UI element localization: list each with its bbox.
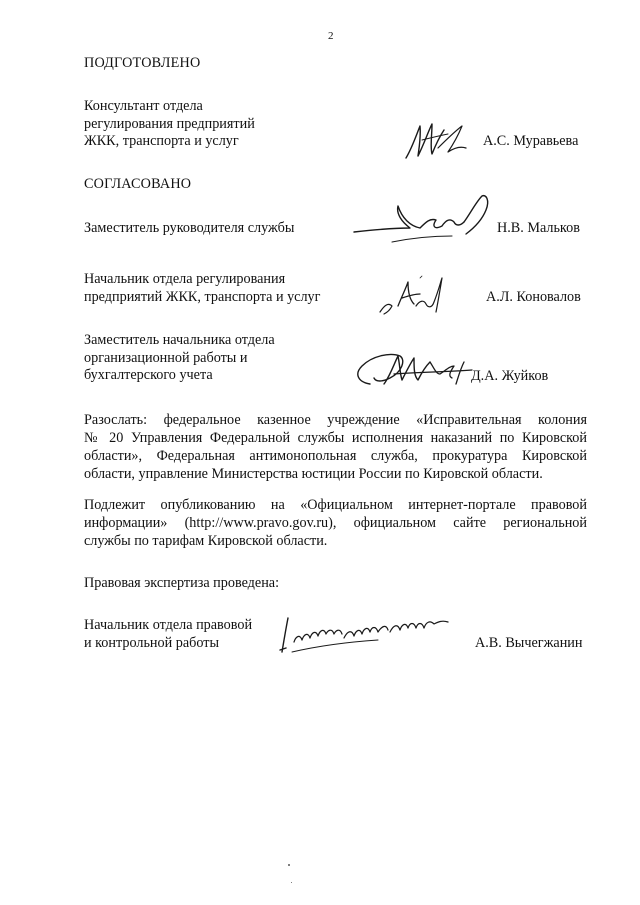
signer-2-position bbox=[84, 271, 320, 306]
legal-review-position-line: и контрольной работы bbox=[84, 634, 219, 651]
signature-muravyeva bbox=[402, 118, 470, 164]
scan-speck bbox=[291, 882, 292, 883]
agreed-heading: СОГЛАСОВАНО bbox=[84, 176, 192, 192]
page-number: 2 bbox=[328, 30, 334, 42]
signer-1-position bbox=[84, 220, 294, 238]
prepared-position-line: регулирования предприятий bbox=[84, 115, 255, 132]
publication-line: службы по тарифам Кировской области. bbox=[84, 533, 328, 549]
signature-vychegzhanin bbox=[278, 612, 458, 656]
signature-zhuykov bbox=[350, 344, 480, 390]
signer-1-name: Н.В. Мальков bbox=[497, 220, 580, 236]
signer-position-line: бухгалтерского учета bbox=[84, 367, 213, 383]
signer-position-line: предприятий ЖКК, транспорта и услуг bbox=[84, 288, 321, 305]
signer-3-name: Д.А. Жуйков bbox=[471, 368, 549, 384]
legal-review-name: А.В. Вычегжанин bbox=[475, 635, 583, 651]
publication-paragraph bbox=[84, 496, 587, 550]
prepared-position bbox=[84, 98, 255, 151]
publication-line: Подлежит опубликованию на «Официальном интернет-портале правовой bbox=[84, 497, 587, 513]
legal-review-position bbox=[84, 617, 252, 652]
signer-position-line: Заместитель руководителя службы bbox=[84, 220, 295, 236]
scan-speck bbox=[288, 864, 290, 866]
distribution-line: Разослать: федеральное казенное учреждение «Исправительная колония bbox=[84, 412, 587, 428]
signer-position-line: Заместитель начальника отдела bbox=[84, 332, 275, 348]
signer-position-line: Начальник отдела регулирования bbox=[84, 271, 286, 287]
signature-malkov bbox=[352, 192, 502, 250]
signer-position-line: организационной работы и bbox=[84, 349, 248, 366]
signature-konovalov bbox=[376, 272, 456, 322]
distribution-line: области, управление Министерства юстиции России по Кировской области. bbox=[84, 466, 543, 482]
prepared-position-line: ЖКК, транспорта и услуг bbox=[84, 133, 239, 149]
prepared-name: А.С. Муравьева bbox=[483, 133, 579, 149]
distribution-paragraph bbox=[84, 411, 587, 483]
prepared-heading: ПОДГОТОВЛЕНО bbox=[84, 55, 201, 71]
prepared-position-line: Консультант отдела bbox=[84, 98, 203, 114]
distribution-line: области», Федеральная антимонопольная служба, прокуратура Кировской bbox=[84, 448, 587, 464]
distribution-line: № 20 Управления Федеральной службы исполнения наказаний по Кировской bbox=[84, 430, 587, 446]
signer-3-position bbox=[84, 332, 275, 385]
legal-review-heading: Правовая экспертиза проведена: bbox=[84, 575, 280, 591]
legal-review-position-line: Начальник отдела правовой bbox=[84, 617, 253, 633]
signer-2-name: А.Л. Коновалов bbox=[486, 289, 581, 305]
publication-line: информации» (http://www.pravo.gov.ru), официальном сайте региональной bbox=[84, 515, 587, 531]
